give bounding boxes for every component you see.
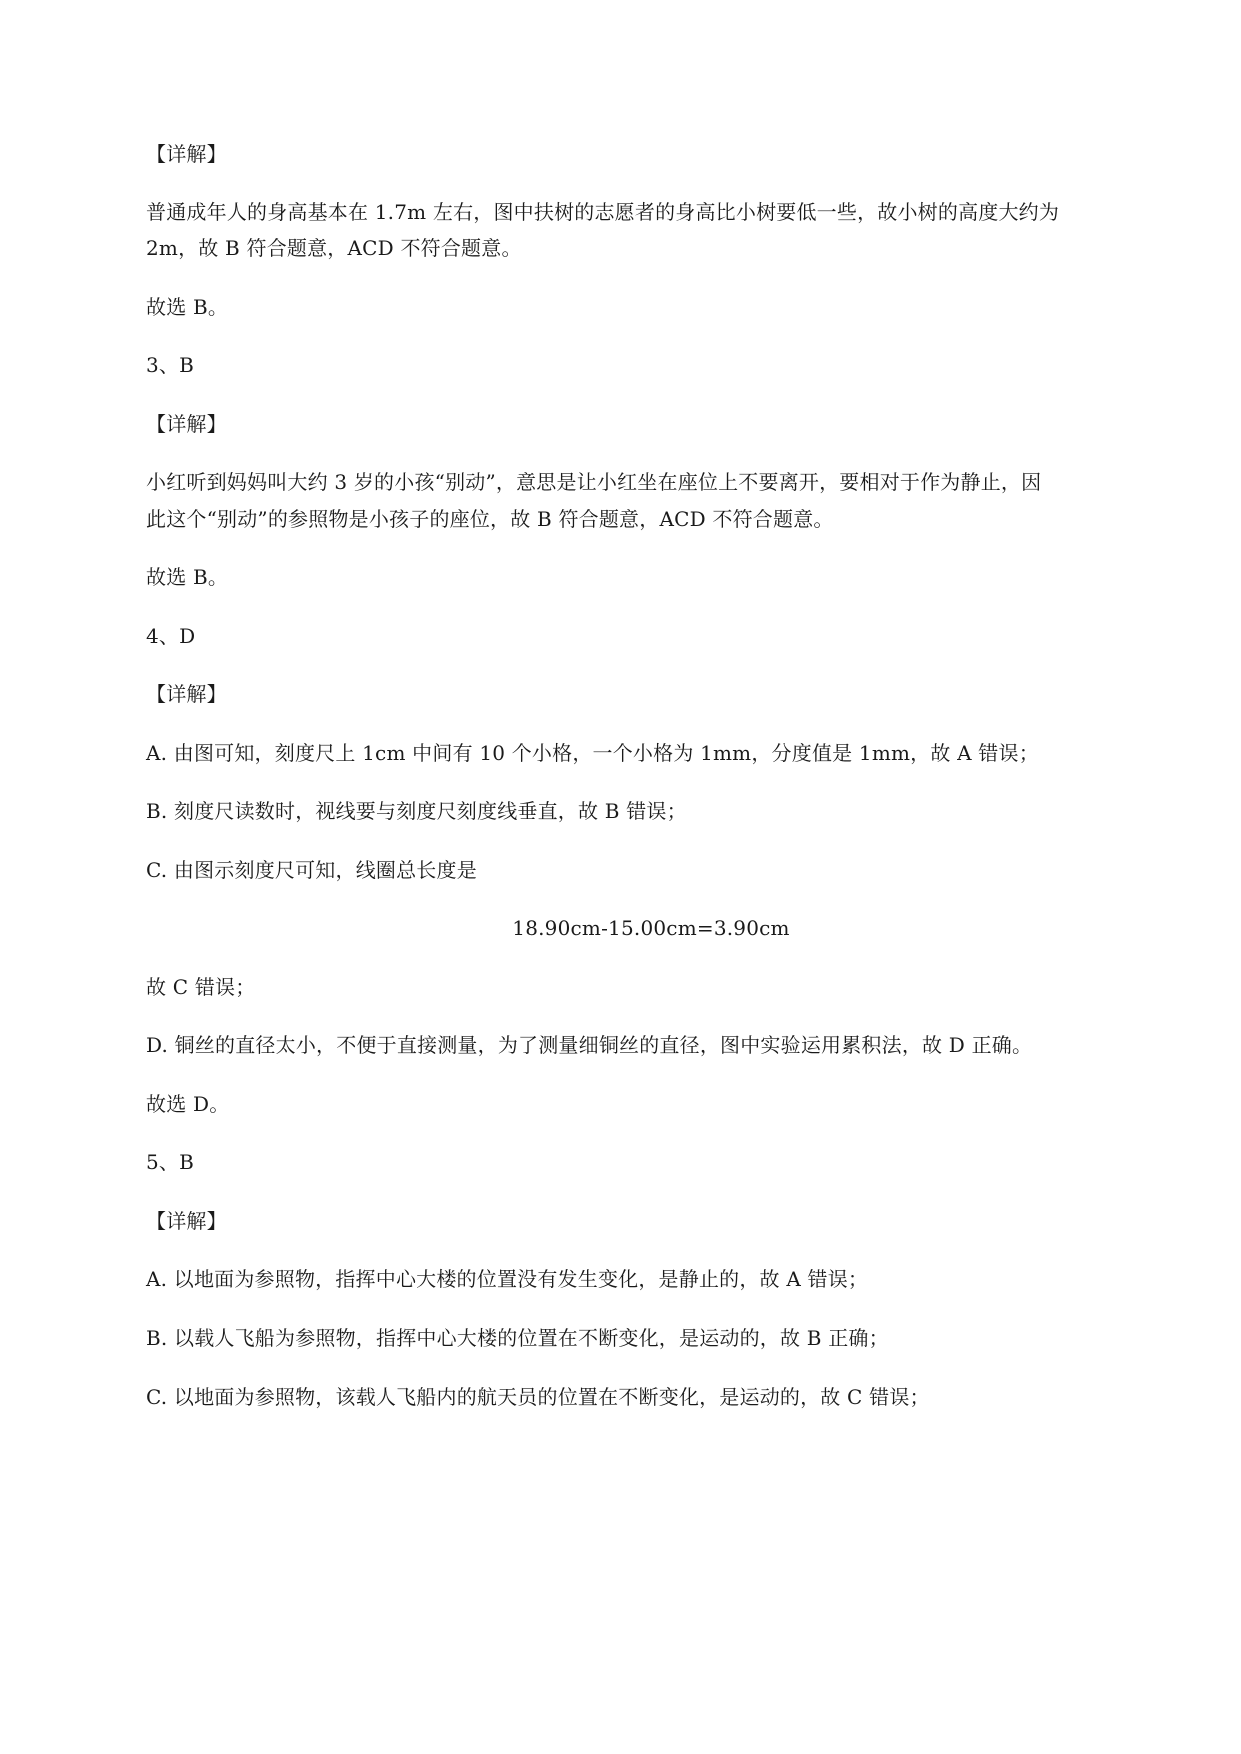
paragraph-line: 此这个“别动”的参照物是小孩子的座位，故 B 符合题意，ACD 不符合题意。	[146, 507, 834, 531]
answer-line: 故选 D。	[146, 1092, 230, 1116]
option-analysis-c: C. 以地面为参照物，该载人飞船内的航天员的位置在不断变化，是运动的，故 C 错误；	[146, 1385, 930, 1409]
paragraph-line: 普通成年人的身高基本在 1.7m 左右，图中扶树的志愿者的身高比小树要低一些，故小树的高度大约为	[146, 200, 1060, 224]
section-heading-detail: 【详解】	[146, 1209, 227, 1233]
option-analysis-a: A. 以地面为参照物，指挥中心大楼的位置没有发生变化，是静止的，故 A 错误；	[146, 1267, 869, 1291]
paragraph-line: 2m，故 B 符合题意，ACD 不符合题意。	[146, 236, 522, 260]
equation: 18.90cm-15.00cm=3.90cm	[512, 916, 790, 940]
section-heading-detail: 【详解】	[146, 142, 227, 166]
question-number: 5、B	[146, 1150, 195, 1174]
paragraph-line: 故 C 错误；	[146, 975, 256, 999]
question-number: 4、D	[146, 624, 196, 648]
answer-line: 故选 B。	[146, 565, 229, 589]
paragraph-line: 小红听到妈妈叫大约 3 岁的小孩“别动”，意思是让小红坐在座位上不要离开，要相对于作为静止，因	[146, 470, 1042, 494]
section-heading-detail: 【详解】	[146, 682, 227, 706]
option-analysis-b: B. 以载人飞船为参照物，指挥中心大楼的位置在不断变化，是运动的，故 B 正确；	[146, 1326, 889, 1350]
option-analysis-a: A. 由图可知，刻度尺上 1cm 中间有 10 个小格，一个小格为 1mm，分度值是 1mm，故 A 错误；	[146, 741, 1039, 765]
answer-line: 故选 B。	[146, 295, 229, 319]
option-analysis-b: B. 刻度尺读数时，视线要与刻度尺刻度线垂直，故 B 错误；	[146, 799, 687, 823]
question-number: 3、B	[146, 353, 195, 377]
option-analysis-c: C. 由图示刻度尺可知，线圈总长度是	[146, 858, 477, 882]
option-analysis-d: D. 铜丝的直径太小，不便于直接测量，为了测量细铜丝的直径，图中实验运用累积法，故 D 正确。	[146, 1033, 1033, 1057]
document-page	[146, 0, 1156, 1754]
section-heading-detail: 【详解】	[146, 412, 227, 436]
